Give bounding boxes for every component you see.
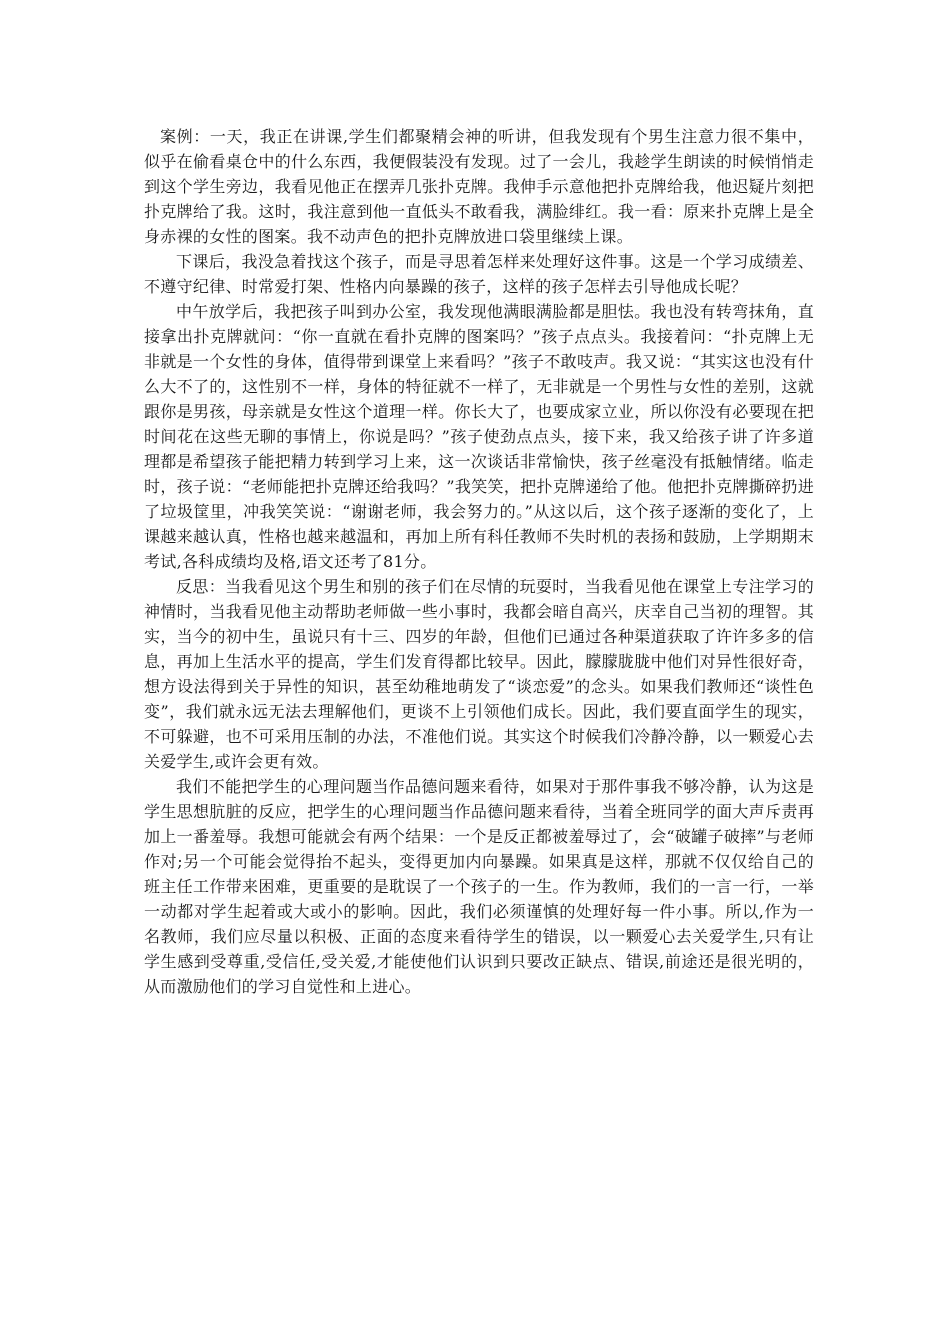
paragraph-conclusion: 我们不能把学生的心理问题当作品德问题来看待，如果对于那件事我不够冷静，认为这是学生思想肮脏的反应，把学生的心理问题当作品德问题来看待，当着全班同学的面大声斥责再加上一番羞辱。我想可能就会有两个结果：一个是反正都被羞辱过了，会“破罐子破摔”与老师作对;另一个可能会觉得抬不起头，变得更加内向暴躁。如果真是这样，那就不仅仅给自己的班主任工作带来困难，更重要的是耽误了一个孩子的一生。作为教师，我们的一言一行，一举一动都对学生起着或大或小的影响。因此，我们必须谨慎的处理好每一件小事。所以,作为一名教师，我们应尽量以积极、正面的态度来看待学生的错误，以一颗爱心去关爱学生,只有让学生感到受尊重,受信任,受关爱,才能使他们认识到只要改正缺点、错误,前途还是很光明的，从而激励他们的学习自觉性和上进心。 (144, 777, 814, 996)
article-body (144, 124, 814, 999)
paragraph-case: 案例：一天，我正在讲课,学生们都聚精会神的听讲，但我发现有个男生注意力很不集中，似乎在偷看桌仓中的什么东西，我便假装没有发现。过了一会儿，我趁学生朗读的时候悄悄走到这个学生旁边，我看见他正在摆弄几张扑克牌。我伸手示意他把扑克牌给我，他迟疑片刻把扑克牌给了我。这时，我注意到他一直低头不敢看我，满脸绯红。我一看：原来扑克牌上是全身赤裸的女性的图案。我不动声色的把扑克牌放进口袋里继续上课。 (144, 127, 814, 246)
paragraph-conversation: 中午放学后，我把孩子叫到办公室，我发现他满眼满脸都是胆怯。我也没有转弯抹角，直接拿出扑克牌就问：“你一直就在看扑克牌的图案吗？”孩子点点头。我接着问：“扑克牌上无非就是一个女性的身体，值得带到课堂上来看吗？”孩子不敢吱声。我又说：“其实这也没有什么大不了的，这性别不一样，身体的特征就不一样了，无非就是一个男性与女性的差别，这就跟你是男孩，母亲就是女性这个道理一样。你长大了，也要成家立业，所以你没有必要现在把时间花在这些无聊的事情上，你说是吗？”孩子使劲点点头，接下来，我又给孩子讲了许多道理都是希望孩子能把精力转到学习上来，这一次谈话非常愉快，孩子丝毫没有抵触情绪。临走时，孩子说：“老师能把扑克牌还给我吗？”我笑笑，把扑克牌递给了他。他把扑克牌撕碎扔进了垃圾筐里，冲我笑笑说：“谢谢老师，我会努力的。”从这以后，这个孩子逐渐的变化了，上课越来越认真，性格也越来越温和，再加上所有科任教师不失时机的表扬和鼓励，上学期期末考试,各科成绩均及格,语文还考了81分。 (144, 302, 814, 571)
paragraph-reflection: 反思：当我看见这个男生和别的孩子们在尽情的玩耍时，当我看见他在课堂上专注学习的神情时，当我看见他主动帮助老师做一些小事时，我都会暗自高兴，庆幸自己当初的理智。其实，当今的初中生，虽说只有十三、四岁的年龄，但他们已通过各种渠道获取了许许多多的信息，再加上生活水平的提高，学生们发育得都比较早。因此，朦朦胧胧中他们对异性很好奇，想方设法得到关于异性的知识，甚至幼稚地萌发了“谈恋爱”的念头。如果我们教师还“谈性色变”，我们就永远无法去理解他们，更谈不上引领他们成长。因此，我们要直面学生的现实，不可躲避，也不可采用压制的办法，不准他们说。其实这个时候我们冷静冷静，以一颗爱心去关爱学生,或许会更有效。 (144, 577, 814, 771)
paragraph-after-class: 下课后，我没急着找这个孩子，而是寻思着怎样来处理好这件事。这是一个学习成绩差、不遵守纪律、时常爱打架、性格内向暴躁的孩子，这样的孩子怎样去引导他成长呢？ (144, 252, 814, 296)
